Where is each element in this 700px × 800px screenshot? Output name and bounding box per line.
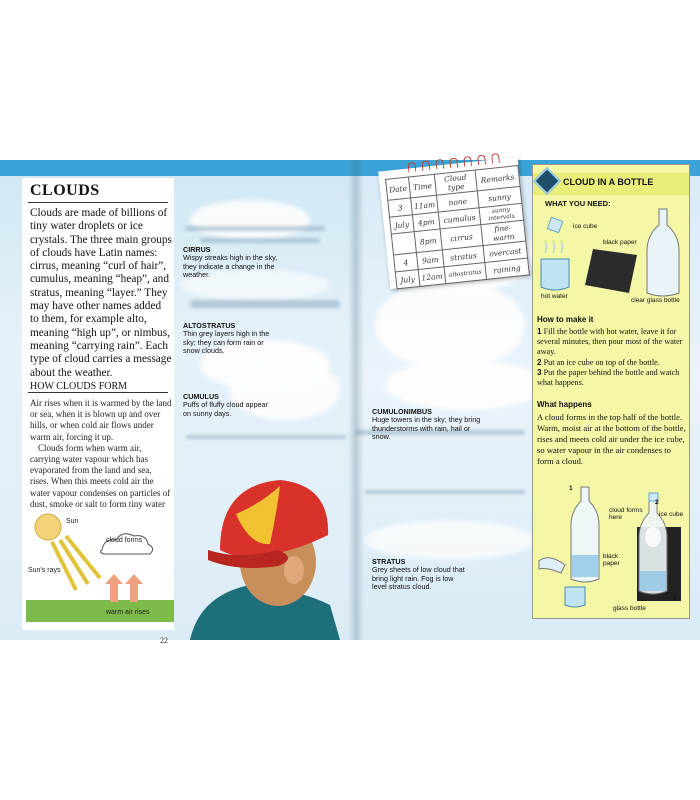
what-happens-heading: What happens	[537, 400, 592, 409]
hot-water-label: hot water	[541, 293, 568, 300]
step-number-2: 2	[655, 499, 659, 506]
table-cell: fine-warm	[481, 220, 526, 245]
table-cell: sunny	[477, 186, 522, 207]
how-clouds-form-heading: HOW CLOUDS FORM	[30, 381, 128, 392]
glass-bottle-icon	[647, 209, 679, 296]
step-number-1: 1	[569, 485, 573, 492]
how-paragraph-1: Air rises when it is warmed by the land or sea, when it is blown up and over hills, or when cold air flows under warm air, forcing it up.	[30, 398, 172, 442]
table-header: Remarks	[475, 166, 520, 191]
table-header: Time	[408, 174, 436, 198]
how-to-make-heading: How to make it	[537, 315, 594, 324]
table-cell: none	[437, 191, 479, 212]
what-you-need-heading: WHAT YOU NEED:	[545, 199, 611, 208]
page-number: 22	[160, 636, 168, 645]
how-rule	[28, 392, 168, 393]
suns-rays-label: Sun's rays	[28, 567, 61, 574]
glass-bottle-label: glass bottle	[613, 605, 646, 612]
table-cell: 3	[388, 198, 413, 217]
cloud-in-bottle	[645, 527, 661, 547]
stratus-label: STRATUS Grey sheets of low cloud that bring light rain. Fog is low level stratus cloud.	[372, 557, 465, 592]
table-cell: raining	[485, 258, 530, 279]
intro-paragraph: Clouds are made of billions of tiny water droplets or ice crystals. The three main groups of clouds have Latin names: cirrus, meaning “curl of hair”, cumulus, meaning “heap”, and stratus, meaning “layer.” They may have other names added to them, for example alto, meaning “high up”, or nimbus, meaning “carrying rain”. Each type of cloud carries a message about the weather.	[30, 207, 172, 379]
black-paper-label: black paper	[603, 239, 637, 246]
what-happens-text: A cloud forms in the top half of the bottle. Warm, moist air at the bottom of the bottle, rises and meets cold air under the ice cube, so water vapour in the air condenses to form a cloud.	[537, 412, 686, 466]
cumulus-label: CUMULUS Puffs of fluffy cloud appear on sunny days.	[183, 392, 268, 418]
table-header: Cloud type	[434, 170, 477, 195]
table-cell: 9am	[416, 250, 444, 270]
bottle-steps-illustration	[533, 483, 689, 617]
table-cell: 4pm	[412, 212, 440, 232]
cirrus-label: CIRRUS Wispy streaks high in the sky, they indicate a change in the weather.	[183, 245, 278, 280]
weather-notepad	[378, 157, 530, 289]
ice-cube-icon	[547, 217, 562, 232]
diagram-graphic	[26, 510, 174, 622]
table-cell: altostratus	[444, 263, 486, 284]
altostratus-label: ALTOSTRATUS Thin grey layers high in the sky; they can form rain or snow clouds.	[183, 321, 270, 356]
pouring-bottle-icon	[539, 558, 565, 573]
table-cell: 11am	[411, 195, 439, 215]
table-cell: July	[395, 270, 420, 289]
steps-list	[537, 327, 687, 388]
cumulonimbus-label: CUMULONIMBUS Huge towers in the sky; they bring thunderstorms with rain, hail or snow.	[372, 407, 481, 442]
page-title: CLOUDS	[30, 182, 100, 199]
weather-log-table	[385, 165, 530, 289]
table-cell: 8pm	[414, 229, 442, 253]
boy-illustration	[190, 470, 340, 640]
table-header: Date	[386, 177, 411, 200]
step-3: 3 Put the paper behind the bottle and watch what happens.	[537, 367, 680, 388]
table-cell: 4	[394, 253, 419, 272]
sun-icon	[35, 514, 61, 540]
ground	[26, 600, 174, 622]
cloud-formation-diagram	[26, 510, 174, 622]
table-cell: cumulus	[438, 208, 480, 229]
table-cell: cirrus	[440, 225, 483, 250]
black-paper-label-2: black paper	[603, 553, 620, 567]
black-paper-icon	[585, 249, 637, 293]
table-cell: 12am	[418, 267, 446, 287]
how-clouds-form-text	[30, 398, 172, 521]
how-paragraph-2: Clouds form when warm air, carrying water vapour which has evaporated from the land and sea, rises. When this meets cold air the water vapour condenses on particles of dust, smoke or salt to form tiny water	[30, 442, 171, 509]
table-cell: overcast	[483, 241, 528, 262]
clear-glass-bottle-label: clear glass bottle	[631, 297, 680, 304]
materials-illustration	[533, 209, 689, 305]
ice-cube-label-2: ice cube	[659, 511, 684, 518]
jug-icon	[541, 259, 569, 290]
jug-icon	[565, 587, 585, 607]
table-cell: sunny intervals	[479, 203, 524, 224]
step-1: 1 Fill the bottle with hot water, leave it for several minutes, then pour most of the water away.	[537, 327, 683, 357]
title-rule	[28, 202, 168, 203]
step-2: 2 Put an ice cube on top of the bottle.	[537, 357, 660, 367]
page-gutter	[348, 160, 364, 640]
sun-label: Sun	[66, 518, 79, 525]
step-number-3: 3	[673, 595, 677, 602]
experiment-title: CLOUD IN A BOTTLE	[563, 177, 654, 187]
table-cell: stratus	[442, 246, 484, 267]
cloud-forms-label: cloud forms	[106, 537, 143, 544]
ice-cube-label: ice cube	[573, 223, 598, 230]
experiment-panel	[532, 164, 690, 619]
table-cell: July	[390, 215, 415, 234]
cloud-forms-here-label: cloud forms here	[609, 507, 643, 521]
warm-air-label: warm air rises	[106, 609, 150, 616]
table-cell	[391, 232, 416, 255]
